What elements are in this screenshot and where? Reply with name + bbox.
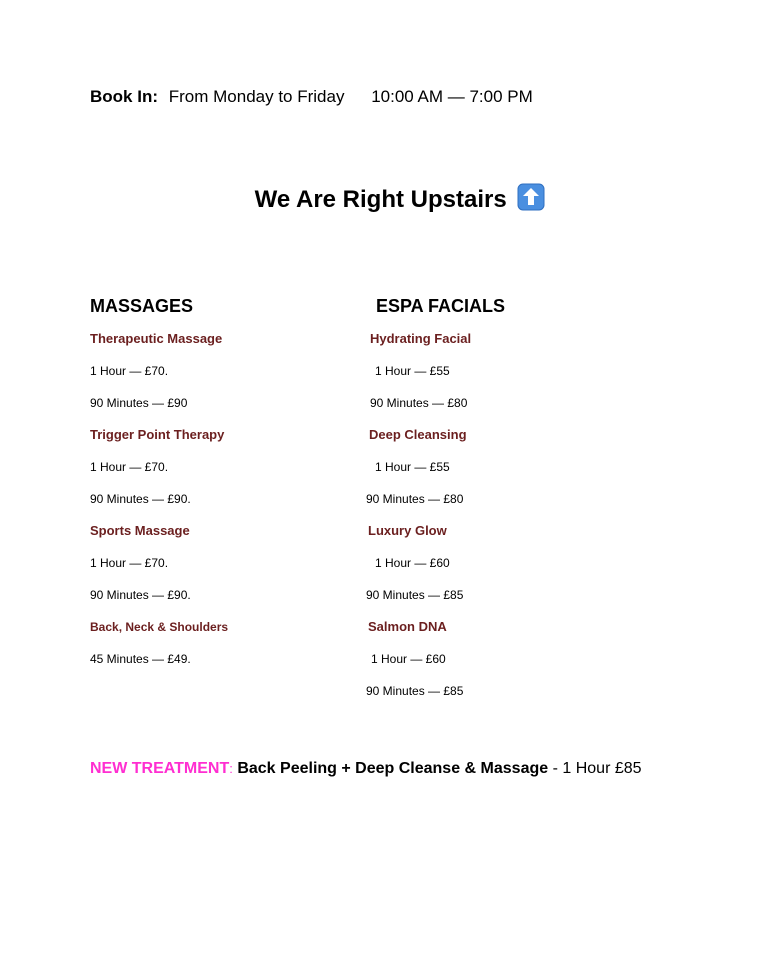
location-headline bbox=[0, 183, 768, 214]
service-name: Deep Cleansing bbox=[369, 427, 467, 442]
booking-label: Book In: bbox=[90, 87, 158, 106]
new-treatment-price: - 1 Hour £85 bbox=[552, 760, 642, 777]
facials-column bbox=[366, 295, 505, 715]
facials-title: ESPA FACIALS bbox=[376, 296, 506, 316]
service-name: Trigger Point Therapy bbox=[90, 427, 225, 442]
service-price: 90 Minutes — £90. bbox=[90, 588, 191, 602]
up-arrow-icon bbox=[517, 183, 545, 211]
service-name: Salmon DNA bbox=[368, 619, 447, 634]
service-price: 1 Hour — £60 bbox=[375, 556, 450, 570]
new-treatment-label: NEW TREATMENT bbox=[90, 760, 230, 777]
booking-times: 10:00 AM — 7:00 PM bbox=[371, 87, 533, 106]
service-name: Luxury Glow bbox=[368, 523, 447, 538]
service-name: Therapeutic Massage bbox=[90, 331, 223, 346]
service-price: 90 Minutes — £90. bbox=[90, 492, 191, 506]
service-price: 1 Hour — £60 bbox=[371, 652, 446, 666]
headline-text: We Are Right Upstairs bbox=[254, 186, 507, 213]
service-price: 1 Hour — £70. bbox=[90, 364, 169, 378]
new-treatment-line bbox=[90, 760, 642, 778]
booking-days: From Monday to Friday bbox=[168, 87, 345, 106]
service-name: Hydrating Facial bbox=[370, 331, 472, 346]
service-price: 1 Hour — £70. bbox=[90, 556, 169, 570]
service-price: 90 Minutes — £85 bbox=[366, 684, 464, 698]
service-price: 45 Minutes — £49. bbox=[90, 652, 191, 666]
service-price: 90 Minutes — £80 bbox=[370, 396, 468, 410]
service-price: 1 Hour — £55 bbox=[375, 460, 450, 474]
massages-column bbox=[90, 295, 228, 683]
service-price: 90 Minutes — £90 bbox=[90, 396, 188, 410]
new-treatment-separator: : bbox=[229, 761, 233, 776]
service-name: Back, Neck & Shoulders bbox=[90, 620, 229, 634]
massages-title: MASSAGES bbox=[90, 296, 194, 316]
service-price: 1 Hour — £55 bbox=[375, 364, 450, 378]
service-price: 90 Minutes — £80 bbox=[366, 492, 464, 506]
booking-hours bbox=[90, 87, 533, 107]
service-price: 90 Minutes — £85 bbox=[366, 588, 464, 602]
new-treatment-description: Back Peeling + Deep Cleanse & Massage bbox=[237, 760, 549, 777]
service-price: 1 Hour — £70. bbox=[90, 460, 169, 474]
service-name: Sports Massage bbox=[90, 523, 190, 538]
